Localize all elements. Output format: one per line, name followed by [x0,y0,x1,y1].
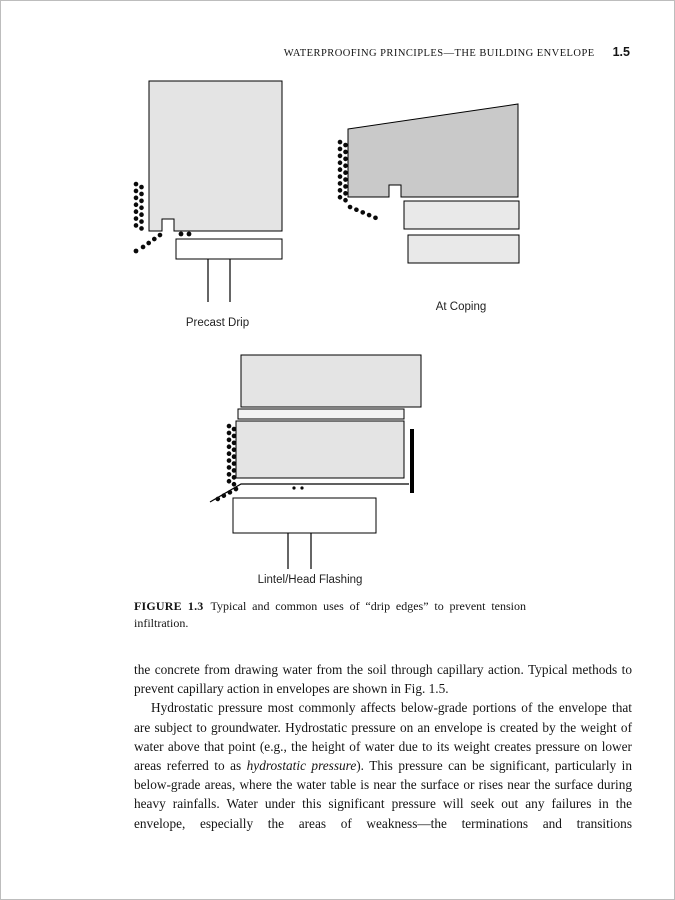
page-number: 1.5 [612,45,630,59]
figure-caption-text: Typical and common uses of “drip edges” to prevent tension infiltration. [134,599,526,630]
precast-panel [149,81,282,231]
wall-panel-middle [236,421,404,478]
weep-mark [292,486,295,489]
drip-dots-diagonal [350,207,376,218]
figure-caption [134,598,526,631]
coping-stone [348,104,518,197]
paragraph-hydrostatic-lead: Hydrostatic pressure most commonly affects below-grade portions of the envelope that are subject to groundwater. Hydrostatic pressure on an envelope is created by the weight of water above that point (e.g., the height of water due to its weight creates pressure on lower areas referred to as [134,700,632,774]
wall-block-lower [408,235,519,263]
drip-dots-diagonal [143,235,160,247]
lintel-flashing-label: Lintel/Head Flashing [257,574,363,586]
lintel-flashing-diagram [196,346,431,576]
body-text [134,660,632,833]
precast-drip-label: Precast Drip [185,317,250,329]
drip-dot [179,232,184,237]
running-title: WATERPROOFING PRINCIPLES—THE BUILDING ENVELOPE [283,48,595,59]
support-beam [176,239,282,259]
hydrostatic-pressure-italic: hydrostatic pressure [246,758,357,774]
paragraph-capillary: the concrete from drawing water from the soil through capillary action. Typical methods to prevent capillary action in envelopes are shown in Fig. 1.5. [134,662,632,697]
lintel-beam [233,498,376,533]
drip-dot [134,249,139,254]
precast-drip-diagram [119,73,294,313]
at-coping-label: At Coping [435,301,487,313]
column-lines [208,259,230,302]
weep-mark [300,486,303,489]
joint-strip [238,409,404,419]
figure-caption-tag: FIGURE 1.3 [134,599,204,613]
paragraph-hydrostatic [134,698,632,832]
page-header [284,45,630,59]
paragraph-hydrostatic-tail: ). This pressure can be significant, particularly in below-grade areas, where the water table is near the surface or rises near the surface during heavy rainfalls. Water under this significant pressure will seek out any failures in the envelope, especially the areas of weakness—the terminations and transitions [134,758,632,831]
column-lines [288,533,311,569]
wall-panel-top [241,355,421,407]
drip-dot [187,232,192,237]
at-coping-diagram [331,96,531,271]
wall-block-upper [404,201,519,229]
